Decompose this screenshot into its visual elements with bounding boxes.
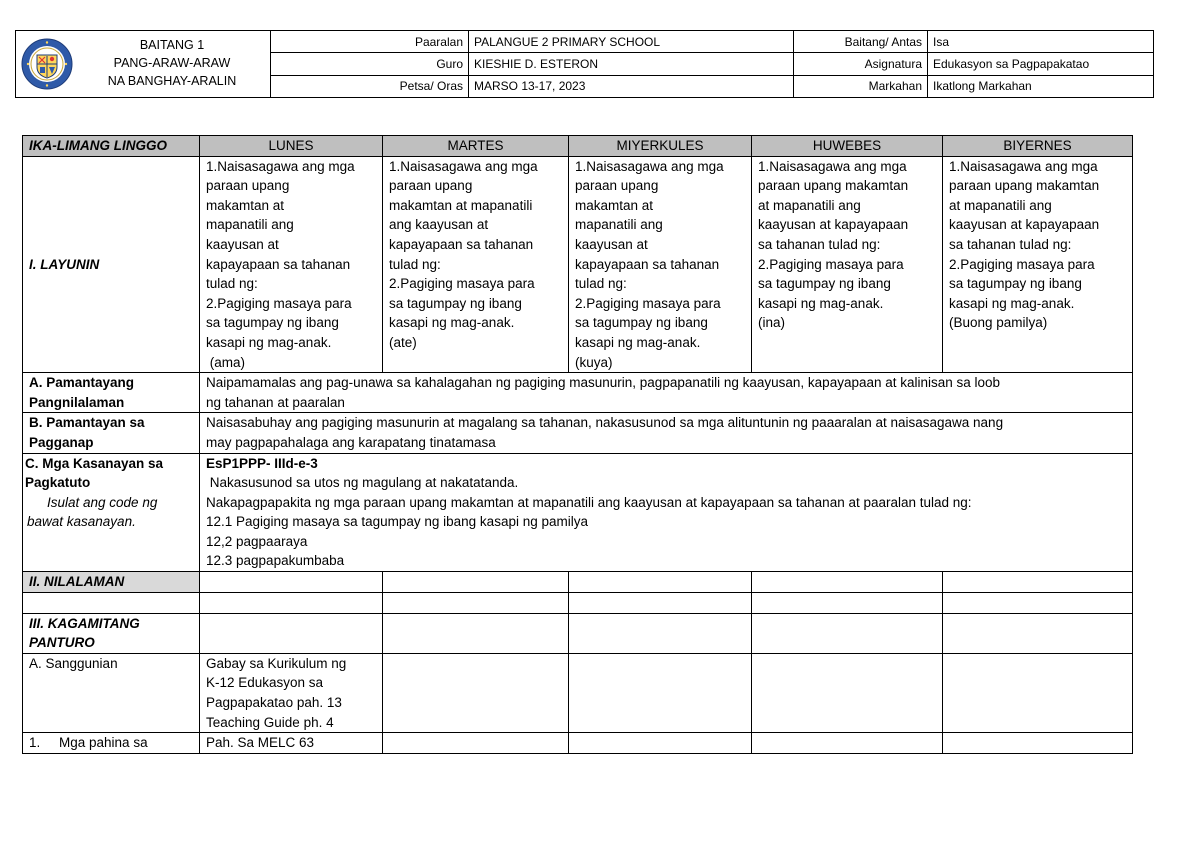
empty-cell xyxy=(23,592,200,613)
nilalaman-row xyxy=(23,572,1133,593)
paaralan-value: PALANGUE 2 PRIMARY SCHOOL xyxy=(469,31,794,53)
layunin-cell xyxy=(752,156,943,373)
empty-cell xyxy=(569,572,752,593)
pagganap-label-line: Pagganap xyxy=(29,434,94,450)
blank-row xyxy=(23,592,1133,613)
layunin-line: paraan upang xyxy=(575,178,659,194)
sanggunian-row xyxy=(23,653,1133,732)
empty-cell xyxy=(752,733,943,754)
layunin-line: at mapanatili ang xyxy=(949,197,1052,213)
kagamitan-row xyxy=(23,613,1133,653)
layunin-line: 2.Pagiging masaya para xyxy=(389,276,535,292)
deped-seal-icon xyxy=(20,37,74,91)
empty-cell xyxy=(569,733,752,754)
layunin-line: mapanatili ang xyxy=(206,217,294,233)
sanggunian-label: A. Sanggunian xyxy=(23,653,200,732)
empty-cell xyxy=(383,572,569,593)
layunin-line: kapayapaan sa tahanan xyxy=(206,256,351,272)
layunin-line: kapayapaan sa tahanan xyxy=(575,256,720,272)
pamantayang-label xyxy=(23,373,200,413)
layunin-line: makamtan at xyxy=(575,197,654,213)
layunin-line: tulad ng: xyxy=(575,276,627,292)
empty-cell xyxy=(943,613,1133,653)
layunin-line: kasapi ng mag-anak. xyxy=(575,334,701,350)
empty-cell xyxy=(752,613,943,653)
asignatura-value: Edukasyon sa Pagpapakatao xyxy=(928,53,1154,75)
kasanayan-line: Nakasusunod sa utos ng magulang at nakatatanda. xyxy=(206,475,519,491)
pamantayang-row xyxy=(23,373,1133,413)
pahina-text: Pah. Sa MELC 63 xyxy=(200,733,383,754)
layunin-line: sa tahanan tulad ng: xyxy=(949,236,1072,252)
baitang-value: Isa xyxy=(928,31,1154,53)
empty-cell xyxy=(383,592,569,613)
pamantayang-text-line: Naipamamalas ang pag-unawa sa kahalagahan ng pagiging masunurin, pagpapanatili ng kaayusan, kapayapaan at kalinisan sa loob xyxy=(206,375,1001,391)
guro-value: KIESHIE D. ESTERON xyxy=(469,53,794,75)
empty-cell xyxy=(383,613,569,653)
layunin-line: (ama) xyxy=(206,354,246,370)
empty-cell xyxy=(200,613,383,653)
layunin-line: kasapi ng mag-anak. xyxy=(949,295,1075,311)
pagganap-text-line: may pagpapahalaga ang karapatang tinatamasa xyxy=(206,434,496,450)
pagganap-text-line: Naisasabuhay ang pagiging masunurin at magalang sa tahanan, nakasusunod sa mga alituntunin ng paaaralan at naisasagawa nang xyxy=(206,415,1004,431)
school-line-2: PANG-ARAW-ARAW xyxy=(113,56,231,70)
layunin-line: kaayusan at xyxy=(575,236,648,252)
layunin-line: kaayusan at kapayapaan xyxy=(758,217,909,233)
pahina-label: 1. Mga pahina sa xyxy=(23,733,200,754)
layunin-line: ang kaayusan at xyxy=(389,217,489,233)
layunin-line: kasapi ng mag-anak. xyxy=(758,295,884,311)
table-header-row xyxy=(23,136,1133,157)
school-header-cell xyxy=(16,31,271,98)
empty-cell xyxy=(752,572,943,593)
empty-cell xyxy=(943,572,1133,593)
pamantayang-text-line: ng tahanan at paaralan xyxy=(206,394,345,410)
layunin-line: paraan upang xyxy=(206,178,290,194)
layunin-line: 2.Pagiging masaya para xyxy=(758,256,904,272)
kagamitan-label-line: PANTURO xyxy=(29,635,95,651)
layunin-line: 2.Pagiging masaya para xyxy=(575,295,721,311)
day-header-lunes: LUNES xyxy=(200,136,383,157)
layunin-line: kaayusan at xyxy=(206,236,279,252)
kagamitan-label-line: III. KAGAMITANG xyxy=(29,615,140,631)
day-header-biyernes: BIYERNES xyxy=(943,136,1133,157)
empty-cell xyxy=(569,653,752,732)
pagganap-label-line: B. Pamantayan sa xyxy=(29,415,145,431)
layunin-line: tulad ng: xyxy=(206,276,258,292)
kasanayan-row xyxy=(23,453,1133,572)
layunin-cell xyxy=(200,156,383,373)
lesson-plan-table xyxy=(22,135,1133,754)
kasanayan-label-line: C. Mga Kasanayan sa xyxy=(25,455,164,471)
layunin-line: makamtan at xyxy=(206,197,285,213)
school-line-3: NA BANGHAY-ARALIN xyxy=(107,74,237,88)
layunin-line: at mapanatili ang xyxy=(758,197,861,213)
layunin-line: paraan upang makamtan xyxy=(949,178,1100,194)
pagganap-row xyxy=(23,413,1133,453)
layunin-cell xyxy=(943,156,1133,373)
layunin-line: 1.Naisasagawa ang mga xyxy=(206,158,355,174)
kasanayan-line: 12.3 pagpapakumbaba xyxy=(206,553,345,569)
layunin-line: 1.Naisasagawa ang mga xyxy=(758,158,907,174)
kasanayan-code: EsP1PPP- IIId-e-3 xyxy=(206,455,318,471)
empty-cell xyxy=(752,592,943,613)
empty-cell xyxy=(569,613,752,653)
markahan-value: Ikatlong Markahan xyxy=(928,75,1154,97)
sanggunian-line: Pagpapakatao pah. 13 xyxy=(206,695,342,711)
empty-cell xyxy=(752,653,943,732)
kasanayan-text xyxy=(200,453,1133,572)
pahina-row xyxy=(23,733,1133,754)
layunin-line: 1.Naisasagawa ang mga xyxy=(575,158,724,174)
school-line-1: BAITANG 1 xyxy=(139,38,205,52)
paaralan-label: Paaralan xyxy=(271,31,469,53)
baitang-label: Baitang/ Antas xyxy=(794,31,928,53)
kasanayan-note-line: bawat kasanayan. xyxy=(27,514,136,530)
sanggunian-line: Teaching Guide ph. 4 xyxy=(206,714,334,730)
pamantayang-label-line: Pangnilalaman xyxy=(29,394,125,410)
kasanayan-note-line: Isulat ang code ng xyxy=(47,494,158,510)
layunin-cell xyxy=(569,156,752,373)
asignatura-label: Asignatura xyxy=(794,53,928,75)
guro-label: Guro xyxy=(271,53,469,75)
header-table xyxy=(15,30,1154,98)
layunin-line: tulad ng: xyxy=(389,256,441,272)
layunin-row xyxy=(23,156,1133,373)
kasanayan-line: 12.1 Pagiging masaya sa tagumpay ng ibang kasapi ng pamilya xyxy=(206,514,588,530)
empty-cell xyxy=(200,592,383,613)
sanggunian-line: K-12 Edukasyon sa xyxy=(206,675,324,691)
kagamitan-label xyxy=(23,613,200,653)
markahan-label: Markahan xyxy=(794,75,928,97)
empty-cell xyxy=(383,653,569,732)
layunin-line: makamtan at mapanatili xyxy=(389,197,533,213)
layunin-line: kasapi ng mag-anak. xyxy=(206,334,332,350)
layunin-line: 2.Pagiging masaya para xyxy=(949,256,1095,272)
pamantayang-label-line: A. Pamantayang xyxy=(29,375,135,391)
layunin-line: 2.Pagiging masaya para xyxy=(206,295,352,311)
empty-cell xyxy=(943,733,1133,754)
sanggunian-line: Gabay sa Kurikulum ng xyxy=(206,655,347,671)
layunin-cell xyxy=(383,156,569,373)
layunin-line: kapayapaan sa tahanan xyxy=(389,236,534,252)
week-label: IKA-LIMANG LINGGO xyxy=(23,136,200,157)
pagganap-text xyxy=(200,413,1133,453)
layunin-line: paraan upang xyxy=(389,178,473,194)
layunin-line: sa tagumpay ng ibang xyxy=(206,315,339,331)
empty-cell xyxy=(943,592,1133,613)
layunin-line: sa tagumpay ng ibang xyxy=(389,295,522,311)
layunin-line: mapanatili ang xyxy=(575,217,663,233)
layunin-line: 1.Naisasagawa ang mga xyxy=(389,158,538,174)
layunin-line: (Buong pamilya) xyxy=(949,315,1048,331)
layunin-label: I. LAYUNIN xyxy=(23,156,200,373)
layunin-line: sa tagumpay ng ibang xyxy=(758,276,891,292)
layunin-line: sa tagumpay ng ibang xyxy=(949,276,1082,292)
layunin-line: paraan upang makamtan xyxy=(758,178,909,194)
pagganap-label xyxy=(23,413,200,453)
layunin-line: kasapi ng mag-anak. xyxy=(389,315,515,331)
empty-cell xyxy=(943,653,1133,732)
kasanayan-label xyxy=(23,453,200,572)
sanggunian-text xyxy=(200,653,383,732)
petsa-label: Petsa/ Oras xyxy=(271,75,469,97)
empty-cell xyxy=(569,592,752,613)
nilalaman-label: II. NILALAMAN xyxy=(23,572,200,593)
layunin-line: kaayusan at kapayapaan xyxy=(949,217,1100,233)
layunin-line: (kuya) xyxy=(575,354,613,370)
layunin-line: (ate) xyxy=(389,334,417,350)
day-header-miyerkules: MIYERKULES xyxy=(569,136,752,157)
empty-cell xyxy=(383,733,569,754)
layunin-line: (ina) xyxy=(758,315,786,331)
day-header-martes: MARTES xyxy=(383,136,569,157)
day-header-huwebes: HUWEBES xyxy=(752,136,943,157)
layunin-line: sa tahanan tulad ng: xyxy=(758,236,881,252)
layunin-line: sa tagumpay ng ibang xyxy=(575,315,708,331)
pamantayang-text xyxy=(200,373,1133,413)
kasanayan-line: 12,2 pagpaaraya xyxy=(206,533,308,549)
layunin-line: 1.Naisasagawa ang mga xyxy=(949,158,1098,174)
kasanayan-line: Nakapagpapakita ng mga paraan upang makamtan at mapanatili ang kaayusan at kapayapaan sa tahanan at paaralan tulad ng: xyxy=(206,494,972,510)
empty-cell xyxy=(200,572,383,593)
petsa-value: MARSO 13-17, 2023 xyxy=(469,75,794,97)
kasanayan-label-line: Pagkatuto xyxy=(25,475,91,491)
